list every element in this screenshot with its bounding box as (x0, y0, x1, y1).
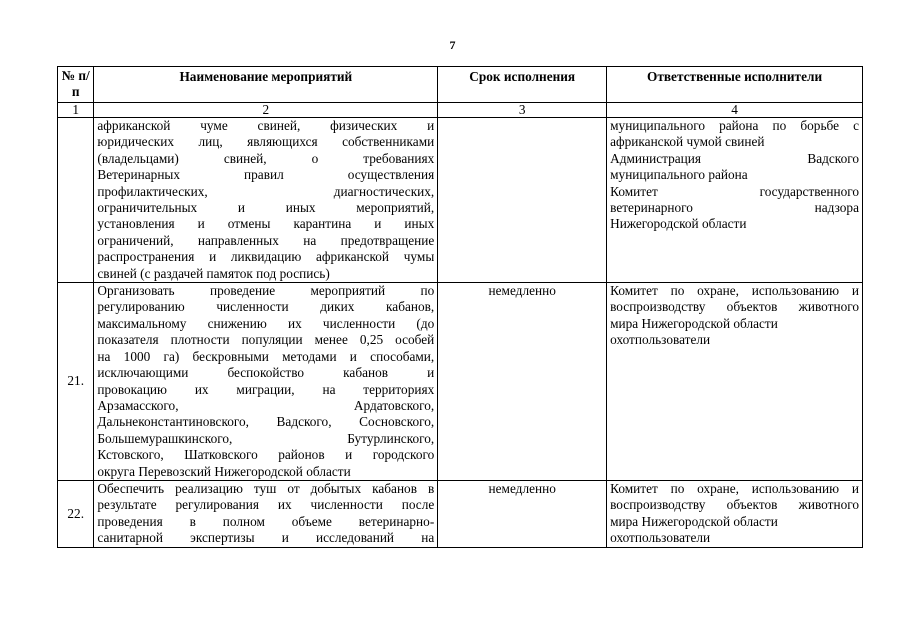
header-term: Срок исполнения (438, 67, 607, 103)
term (438, 118, 607, 283)
text-line: Арзамасского, Ардатовского, (97, 397, 435, 413)
column-index: 2 (94, 103, 438, 118)
text-line: воспроизводству объектов животного (610, 497, 859, 513)
text-line: Кстовского, Шатковского районов и городского (97, 447, 435, 463)
text-line: установления и отмены карантина и иных (97, 216, 435, 232)
text-line: свиней (с раздачей памяток под роспись) (97, 265, 330, 281)
table-row (58, 283, 863, 481)
row-number (58, 118, 94, 283)
column-index: 3 (438, 103, 607, 118)
text-line: охотпользователи (610, 530, 711, 546)
text-line: профилактических, диагностических, (97, 183, 435, 199)
term: немедленно (438, 480, 607, 547)
responsible (607, 283, 863, 481)
measure-name (94, 283, 438, 481)
header-name: Наименование мероприятий (94, 67, 438, 103)
text-line: Обеспечить реализацию туш от добытых кабанов в (97, 480, 435, 496)
text-line: Большемурашкинского, Бутурлинского, (97, 430, 435, 446)
measure-name (94, 480, 438, 547)
header-responsible: Ответственные исполнители (607, 67, 863, 103)
text-line: Дальнеконстантиновского, Вадского, Сосновского, (97, 414, 435, 430)
column-index: 1 (58, 103, 94, 118)
measures-table (57, 66, 863, 548)
text-line: регулированию численности диких кабанов, (97, 299, 435, 315)
text-line: Ветеринарных правил осуществления (97, 167, 435, 183)
text-line: мира Нижегородской области (610, 513, 778, 529)
text-line: ограничительных и иных мероприятий, (97, 200, 435, 216)
text-line: Администрация Вадского (610, 150, 859, 166)
text-line: санитарной экспертизы и исследований на (97, 530, 435, 546)
column-index-row (58, 103, 863, 118)
text-line: распространения и ликвидацию африканской чумы (97, 249, 435, 265)
text-line: африканской чумой свиней (610, 134, 765, 150)
column-index: 4 (607, 103, 863, 118)
text-line: Комитет государственного (610, 183, 859, 199)
text-line: африканской чуме свиней, физических и (97, 118, 435, 133)
table-row (58, 480, 863, 547)
text-line: юридических лиц, являющихся собственниками (97, 134, 435, 150)
text-line: Комитет по охране, использованию и (610, 283, 859, 299)
text-line: Комитет по охране, использованию и (610, 480, 859, 496)
text-line: показателя плотности популяции менее 0,25 особей (97, 332, 435, 348)
page-number: 7 (449, 38, 456, 52)
text-line: воспроизводству объектов животного (610, 299, 859, 315)
text-line: округа Перевозский Нижегородской области (97, 463, 351, 479)
text-line: максимальному снижению их численности (до (97, 315, 435, 331)
row-number: 22. (58, 480, 94, 547)
text-line: муниципального района по борьбе с (610, 118, 859, 133)
text-line: ветеринарного надзора (610, 200, 859, 216)
text-line: муниципального района (610, 167, 748, 183)
text-line: провокацию их миграции, на территориях (97, 381, 435, 397)
responsible (607, 480, 863, 547)
text-line: Организовать проведение мероприятий по (97, 283, 435, 299)
measure-name (94, 118, 438, 283)
term: немедленно (438, 283, 607, 481)
text-line: охотпользователи (610, 332, 711, 348)
text-line: Нижегородской области (610, 216, 747, 232)
text-line: результате регулирования их численности после (97, 497, 435, 513)
text-line: мира Нижегородской области (610, 315, 778, 331)
header-num: № п/п (58, 67, 94, 103)
text-line: ограничений, направленных на предотвращение (97, 232, 435, 248)
text-line: проведения в полном объеме ветеринарно- (97, 513, 435, 529)
text-line: на 1000 га) бескровными методами и способами, (97, 348, 435, 364)
text-line: исключающими беспокойство кабанов и (97, 365, 435, 381)
table-row (58, 118, 863, 283)
text-line: (владельцами) свиней, о требованиях (97, 150, 435, 166)
row-number: 21. (58, 283, 94, 481)
table-header-row (58, 67, 863, 103)
responsible (607, 118, 863, 283)
